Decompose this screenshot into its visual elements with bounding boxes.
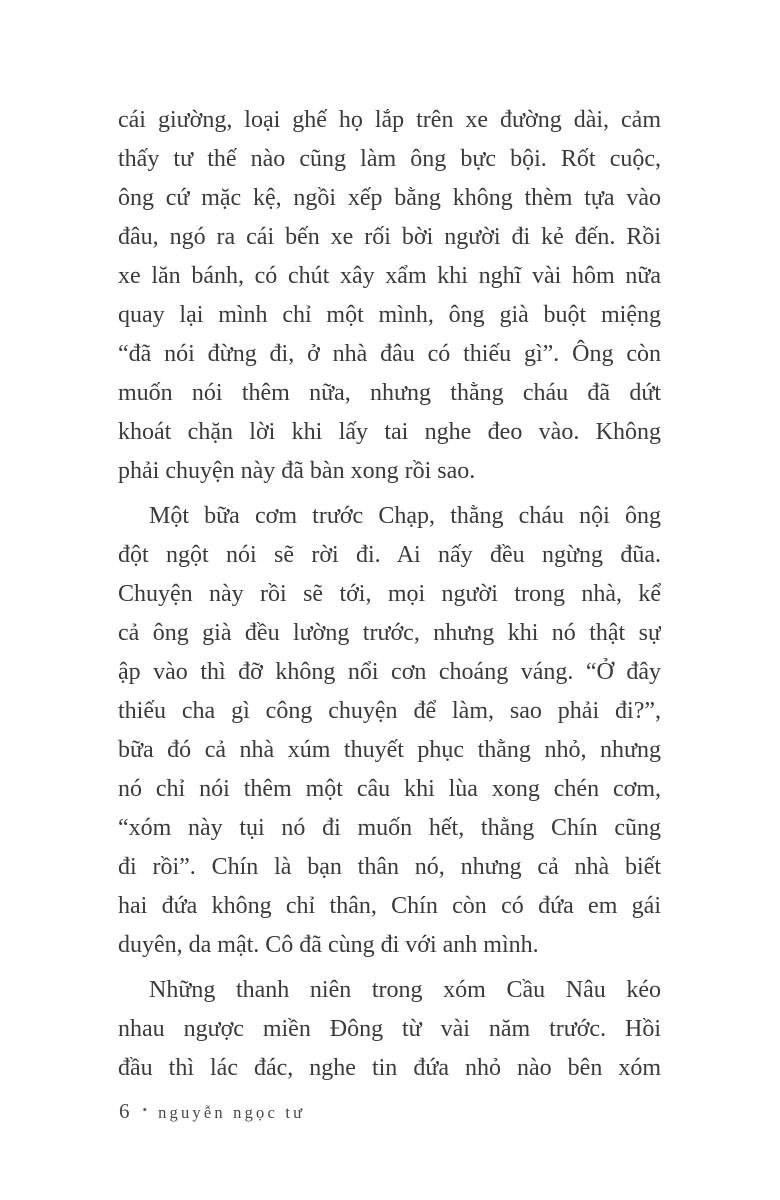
text-line: cái giường, loại ghế họ lắp trên xe đường dài, cảm [118, 107, 661, 133]
text-line: ập vào thì đỡ không nổi cơn choáng váng. “Ở đây [118, 659, 661, 685]
paragraph-3 [118, 971, 661, 1088]
page-footer [119, 1096, 305, 1126]
page-number: 6 [119, 1099, 130, 1123]
text-line: xe lăn bánh, có chút xây xẩm khi nghĩ vài hôm nữa [118, 263, 661, 289]
text-line: đâu, ngó ra cái bến xe rối bời người đi kẻ đến. Rồi [118, 224, 661, 250]
text-line: “đã nói đừng đi, ở nhà đâu có thiếu gì”. Ông còn [118, 341, 661, 367]
text-line: khoát chặn lời khi lấy tai nghe đeo vào. Không [118, 419, 661, 445]
text-line: quay lại mình chỉ một mình, ông già buột miệng [118, 302, 661, 328]
text-line: Một bữa cơm trước Chạp, thằng cháu nội ông [149, 503, 661, 529]
paragraph-2 [118, 497, 661, 965]
text-line: đầu thì lác đác, nghe tin đứa nhỏ nào bên xóm [118, 1055, 661, 1081]
text-line: Những thanh niên trong xóm Cầu Nâu kéo [149, 977, 661, 1003]
text-line: bữa đó cả nhà xúm thuyết phục thằng nhỏ, nhưng [118, 737, 661, 763]
text-line: nhau ngược miền Đông từ vài năm trước. Hồi [118, 1016, 661, 1042]
text-line: cả ông già đều lường trước, nhưng khi nó thật sự [118, 620, 661, 646]
text-line: thấy tư thế nào cũng làm ông bực bội. Rốt cuộc, [118, 146, 661, 172]
text-line: phải chuyện này đã bàn xong rồi sao. [118, 458, 476, 484]
text-line: hai đứa không chỉ thân, Chín còn có đứa em gái [118, 893, 661, 919]
text-line: Chuyện này rồi sẽ tới, mọi người trong nhà, kể [118, 581, 661, 607]
text-line: muốn nói thêm nữa, nhưng thằng cháu đã dứt [118, 380, 661, 406]
paragraph-1 [118, 101, 661, 491]
author-name: nguyễn ngọc tư [158, 1103, 306, 1122]
text-line: nó chỉ nói thêm một câu khi lùa xong chén cơm, [118, 776, 661, 802]
text-line: thiếu cha gì công chuyện để làm, sao phải đi?”, [118, 698, 661, 724]
footer-separator-dot: • [142, 1102, 148, 1117]
text-line: ông cứ mặc kệ, ngồi xếp bằng không thèm tựa vào [118, 185, 661, 211]
text-line: duyên, da mật. Cô đã cùng đi với anh mình. [118, 932, 539, 958]
text-line: đột ngột nói sẽ rời đi. Ai nấy đều ngừng đũa. [118, 542, 661, 568]
page-body [118, 101, 661, 1088]
text-line: đi rồi”. Chín là bạn thân nó, nhưng cả nhà biết [118, 854, 661, 880]
text-line: “xóm này tụi nó đi muốn hết, thằng Chín cũng [118, 815, 661, 841]
